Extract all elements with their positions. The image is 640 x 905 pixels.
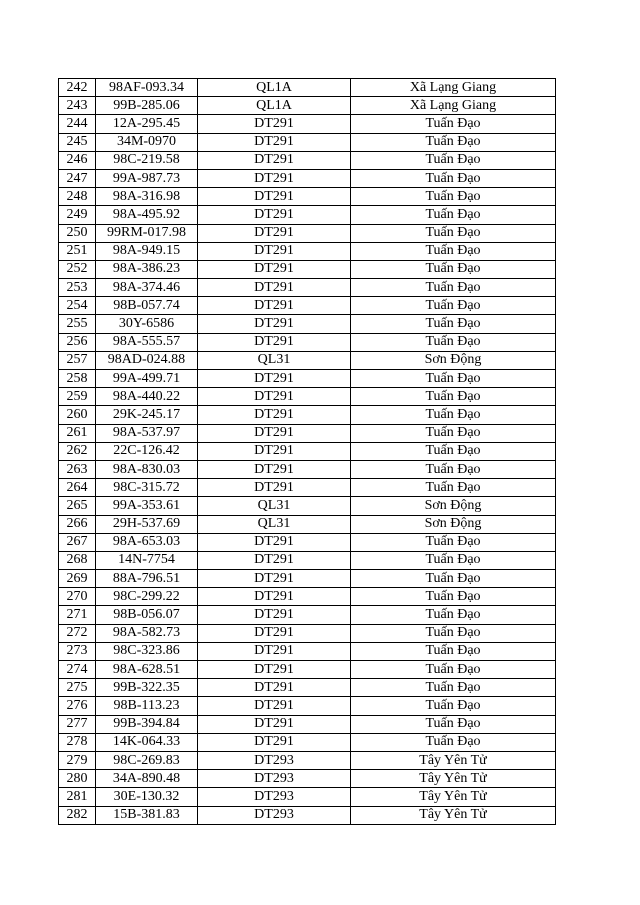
table-row bbox=[59, 151, 556, 169]
license-plate-cell: 99B-285.06 bbox=[96, 97, 198, 115]
road-cell: QL1A bbox=[198, 97, 351, 115]
license-plate-cell: 98A-653.03 bbox=[96, 533, 198, 551]
row-number-cell: 257 bbox=[59, 351, 96, 369]
road-cell: DT293 bbox=[198, 788, 351, 806]
road-cell: DT291 bbox=[198, 169, 351, 187]
road-cell: DT291 bbox=[198, 697, 351, 715]
location-cell: Tây Yên Tử bbox=[351, 788, 556, 806]
license-plate-cell: 99B-394.84 bbox=[96, 715, 198, 733]
location-cell: Tuấn Đạo bbox=[351, 697, 556, 715]
license-plate-cell: 98C-323.86 bbox=[96, 642, 198, 660]
location-cell: Tuấn Đạo bbox=[351, 606, 556, 624]
road-cell: DT291 bbox=[198, 206, 351, 224]
row-number-cell: 269 bbox=[59, 570, 96, 588]
row-number-cell: 249 bbox=[59, 206, 96, 224]
table-row bbox=[59, 279, 556, 297]
road-cell: DT291 bbox=[198, 679, 351, 697]
license-plate-cell: 98A-949.15 bbox=[96, 242, 198, 260]
license-plate-cell: 29K-245.17 bbox=[96, 406, 198, 424]
row-number-cell: 248 bbox=[59, 188, 96, 206]
table-row bbox=[59, 297, 556, 315]
location-cell: Tuấn Đạo bbox=[351, 279, 556, 297]
row-number-cell: 267 bbox=[59, 533, 96, 551]
row-number-cell: 274 bbox=[59, 661, 96, 679]
location-cell: Tuấn Đạo bbox=[351, 679, 556, 697]
license-plate-cell: 30E-130.32 bbox=[96, 788, 198, 806]
road-cell: DT291 bbox=[198, 479, 351, 497]
table-row bbox=[59, 224, 556, 242]
table-row bbox=[59, 460, 556, 478]
license-plate-cell: 88A-796.51 bbox=[96, 570, 198, 588]
row-number-cell: 276 bbox=[59, 697, 96, 715]
license-plate-cell: 34M-0970 bbox=[96, 133, 198, 151]
road-cell: DT291 bbox=[198, 606, 351, 624]
row-number-cell: 263 bbox=[59, 460, 96, 478]
road-cell: DT291 bbox=[198, 661, 351, 679]
license-plate-cell: 14K-064.33 bbox=[96, 733, 198, 751]
row-number-cell: 272 bbox=[59, 624, 96, 642]
road-cell: DT291 bbox=[198, 151, 351, 169]
row-number-cell: 279 bbox=[59, 751, 96, 769]
location-cell: Tuấn Đạo bbox=[351, 260, 556, 278]
license-plate-cell: 30Y-6586 bbox=[96, 315, 198, 333]
table-row bbox=[59, 479, 556, 497]
license-plate-cell: 98A-386.23 bbox=[96, 260, 198, 278]
license-plate-cell: 99B-322.35 bbox=[96, 679, 198, 697]
location-cell: Tây Yên Tử bbox=[351, 806, 556, 824]
table-row bbox=[59, 97, 556, 115]
table-row bbox=[59, 770, 556, 788]
location-cell: Sơn Động bbox=[351, 351, 556, 369]
road-cell: DT291 bbox=[198, 624, 351, 642]
license-plate-cell: 98C-315.72 bbox=[96, 479, 198, 497]
license-plate-cell: 29H-537.69 bbox=[96, 515, 198, 533]
road-cell: QL31 bbox=[198, 515, 351, 533]
license-plate-cell: 15B-381.83 bbox=[96, 806, 198, 824]
table-row bbox=[59, 606, 556, 624]
row-number-cell: 259 bbox=[59, 388, 96, 406]
location-cell: Tuấn Đạo bbox=[351, 115, 556, 133]
row-number-cell: 254 bbox=[59, 297, 96, 315]
road-cell: DT291 bbox=[198, 297, 351, 315]
table-row bbox=[59, 642, 556, 660]
license-plate-cell: 99A-499.71 bbox=[96, 370, 198, 388]
table-row bbox=[59, 188, 556, 206]
license-plate-cell: 98AF-093.34 bbox=[96, 79, 198, 97]
road-cell: DT291 bbox=[198, 460, 351, 478]
road-cell: DT291 bbox=[198, 388, 351, 406]
road-cell: DT291 bbox=[198, 551, 351, 569]
location-cell: Tuấn Đạo bbox=[351, 715, 556, 733]
road-cell: DT291 bbox=[198, 242, 351, 260]
license-plate-cell: 99A-987.73 bbox=[96, 169, 198, 187]
road-cell: QL31 bbox=[198, 351, 351, 369]
location-cell: Tuấn Đạo bbox=[351, 661, 556, 679]
location-cell: Tuấn Đạo bbox=[351, 224, 556, 242]
row-number-cell: 250 bbox=[59, 224, 96, 242]
row-number-cell: 265 bbox=[59, 497, 96, 515]
table-row bbox=[59, 551, 556, 569]
license-plate-cell: 98A-537.97 bbox=[96, 424, 198, 442]
table-row bbox=[59, 679, 556, 697]
license-plate-cell: 98A-628.51 bbox=[96, 661, 198, 679]
table-row bbox=[59, 733, 556, 751]
location-cell: Tuấn Đạo bbox=[351, 460, 556, 478]
table-row bbox=[59, 588, 556, 606]
row-number-cell: 243 bbox=[59, 97, 96, 115]
road-cell: DT291 bbox=[198, 588, 351, 606]
road-cell: DT291 bbox=[198, 188, 351, 206]
table-row bbox=[59, 406, 556, 424]
row-number-cell: 277 bbox=[59, 715, 96, 733]
table-row bbox=[59, 751, 556, 769]
table-row bbox=[59, 79, 556, 97]
location-cell: Tây Yên Tử bbox=[351, 770, 556, 788]
row-number-cell: 258 bbox=[59, 370, 96, 388]
row-number-cell: 260 bbox=[59, 406, 96, 424]
table-row bbox=[59, 497, 556, 515]
license-plate-cell: 98A-582.73 bbox=[96, 624, 198, 642]
location-cell: Tuấn Đạo bbox=[351, 188, 556, 206]
location-cell: Tuấn Đạo bbox=[351, 442, 556, 460]
road-cell: DT291 bbox=[198, 406, 351, 424]
location-cell: Tuấn Đạo bbox=[351, 551, 556, 569]
table-row bbox=[59, 206, 556, 224]
location-cell: Tuấn Đạo bbox=[351, 206, 556, 224]
license-plate-cell: 34A-890.48 bbox=[96, 770, 198, 788]
table-row bbox=[59, 242, 556, 260]
location-cell: Tuấn Đạo bbox=[351, 533, 556, 551]
road-cell: DT291 bbox=[198, 370, 351, 388]
license-plate-cell: 98C-269.83 bbox=[96, 751, 198, 769]
row-number-cell: 253 bbox=[59, 279, 96, 297]
row-number-cell: 270 bbox=[59, 588, 96, 606]
table-row bbox=[59, 442, 556, 460]
table-row bbox=[59, 697, 556, 715]
row-number-cell: 281 bbox=[59, 788, 96, 806]
table-row bbox=[59, 661, 556, 679]
license-plate-cell: 98A-495.92 bbox=[96, 206, 198, 224]
license-plate-cell: 98C-219.58 bbox=[96, 151, 198, 169]
road-cell: DT291 bbox=[198, 224, 351, 242]
location-cell: Tuấn Đạo bbox=[351, 169, 556, 187]
road-cell: DT291 bbox=[198, 642, 351, 660]
table-row bbox=[59, 169, 556, 187]
table-row bbox=[59, 370, 556, 388]
location-cell: Sơn Động bbox=[351, 515, 556, 533]
table-row bbox=[59, 788, 556, 806]
row-number-cell: 264 bbox=[59, 479, 96, 497]
license-plate-cell: 14N-7754 bbox=[96, 551, 198, 569]
table-row bbox=[59, 533, 556, 551]
table-row bbox=[59, 260, 556, 278]
row-number-cell: 255 bbox=[59, 315, 96, 333]
row-number-cell: 262 bbox=[59, 442, 96, 460]
road-cell: QL1A bbox=[198, 79, 351, 97]
location-cell: Tuấn Đạo bbox=[351, 370, 556, 388]
location-cell: Xã Lạng Giang bbox=[351, 97, 556, 115]
location-cell: Tuấn Đạo bbox=[351, 624, 556, 642]
row-number-cell: 244 bbox=[59, 115, 96, 133]
row-number-cell: 278 bbox=[59, 733, 96, 751]
license-plate-cell: 99RM-017.98 bbox=[96, 224, 198, 242]
table-row bbox=[59, 333, 556, 351]
location-cell: Tuấn Đạo bbox=[351, 733, 556, 751]
license-plate-cell: 98A-374.46 bbox=[96, 279, 198, 297]
license-plate-cell: 12A-295.45 bbox=[96, 115, 198, 133]
row-number-cell: 245 bbox=[59, 133, 96, 151]
license-plate-cell: 98B-113.23 bbox=[96, 697, 198, 715]
road-cell: DT291 bbox=[198, 715, 351, 733]
row-number-cell: 242 bbox=[59, 79, 96, 97]
row-number-cell: 273 bbox=[59, 642, 96, 660]
row-number-cell: 275 bbox=[59, 679, 96, 697]
table-row bbox=[59, 388, 556, 406]
row-number-cell: 247 bbox=[59, 169, 96, 187]
road-cell: DT291 bbox=[198, 279, 351, 297]
license-plate-cell: 98C-299.22 bbox=[96, 588, 198, 606]
table-row bbox=[59, 115, 556, 133]
location-cell: Tuấn Đạo bbox=[351, 315, 556, 333]
road-cell: DT291 bbox=[198, 442, 351, 460]
license-plate-cell: 99A-353.61 bbox=[96, 497, 198, 515]
table-row bbox=[59, 351, 556, 369]
road-cell: DT291 bbox=[198, 533, 351, 551]
license-plate-cell: 98A-316.98 bbox=[96, 188, 198, 206]
location-cell: Sơn Động bbox=[351, 497, 556, 515]
records-table-body bbox=[59, 79, 556, 825]
road-cell: DT293 bbox=[198, 770, 351, 788]
location-cell: Tuấn Đạo bbox=[351, 151, 556, 169]
road-cell: DT291 bbox=[198, 570, 351, 588]
location-cell: Tuấn Đạo bbox=[351, 297, 556, 315]
license-plate-cell: 98A-555.57 bbox=[96, 333, 198, 351]
location-cell: Tuấn Đạo bbox=[351, 406, 556, 424]
road-cell: DT291 bbox=[198, 333, 351, 351]
license-plate-cell: 98B-057.74 bbox=[96, 297, 198, 315]
road-cell: DT291 bbox=[198, 424, 351, 442]
table-row bbox=[59, 424, 556, 442]
row-number-cell: 280 bbox=[59, 770, 96, 788]
row-number-cell: 268 bbox=[59, 551, 96, 569]
table-row bbox=[59, 315, 556, 333]
table-row bbox=[59, 715, 556, 733]
road-cell: QL31 bbox=[198, 497, 351, 515]
row-number-cell: 266 bbox=[59, 515, 96, 533]
road-cell: DT293 bbox=[198, 751, 351, 769]
row-number-cell: 252 bbox=[59, 260, 96, 278]
license-plate-cell: 98A-830.03 bbox=[96, 460, 198, 478]
location-cell: Tuấn Đạo bbox=[351, 424, 556, 442]
road-cell: DT293 bbox=[198, 806, 351, 824]
location-cell: Tuấn Đạo bbox=[351, 479, 556, 497]
row-number-cell: 256 bbox=[59, 333, 96, 351]
row-number-cell: 282 bbox=[59, 806, 96, 824]
location-cell: Xã Lạng Giang bbox=[351, 79, 556, 97]
road-cell: DT291 bbox=[198, 733, 351, 751]
location-cell: Tuấn Đạo bbox=[351, 588, 556, 606]
records-table bbox=[58, 78, 556, 825]
license-plate-cell: 98AD-024.88 bbox=[96, 351, 198, 369]
table-row bbox=[59, 515, 556, 533]
license-plate-cell: 22C-126.42 bbox=[96, 442, 198, 460]
license-plate-cell: 98B-056.07 bbox=[96, 606, 198, 624]
location-cell: Tuấn Đạo bbox=[351, 388, 556, 406]
road-cell: DT291 bbox=[198, 133, 351, 151]
location-cell: Tuấn Đạo bbox=[351, 333, 556, 351]
location-cell: Tuấn Đạo bbox=[351, 242, 556, 260]
road-cell: DT291 bbox=[198, 315, 351, 333]
road-cell: DT291 bbox=[198, 260, 351, 278]
table-row bbox=[59, 806, 556, 824]
table-row bbox=[59, 133, 556, 151]
row-number-cell: 271 bbox=[59, 606, 96, 624]
table-row bbox=[59, 570, 556, 588]
license-plate-cell: 98A-440.22 bbox=[96, 388, 198, 406]
table-row bbox=[59, 624, 556, 642]
location-cell: Tây Yên Tử bbox=[351, 751, 556, 769]
location-cell: Tuấn Đạo bbox=[351, 133, 556, 151]
row-number-cell: 251 bbox=[59, 242, 96, 260]
location-cell: Tuấn Đạo bbox=[351, 570, 556, 588]
road-cell: DT291 bbox=[198, 115, 351, 133]
row-number-cell: 261 bbox=[59, 424, 96, 442]
row-number-cell: 246 bbox=[59, 151, 96, 169]
location-cell: Tuấn Đạo bbox=[351, 642, 556, 660]
